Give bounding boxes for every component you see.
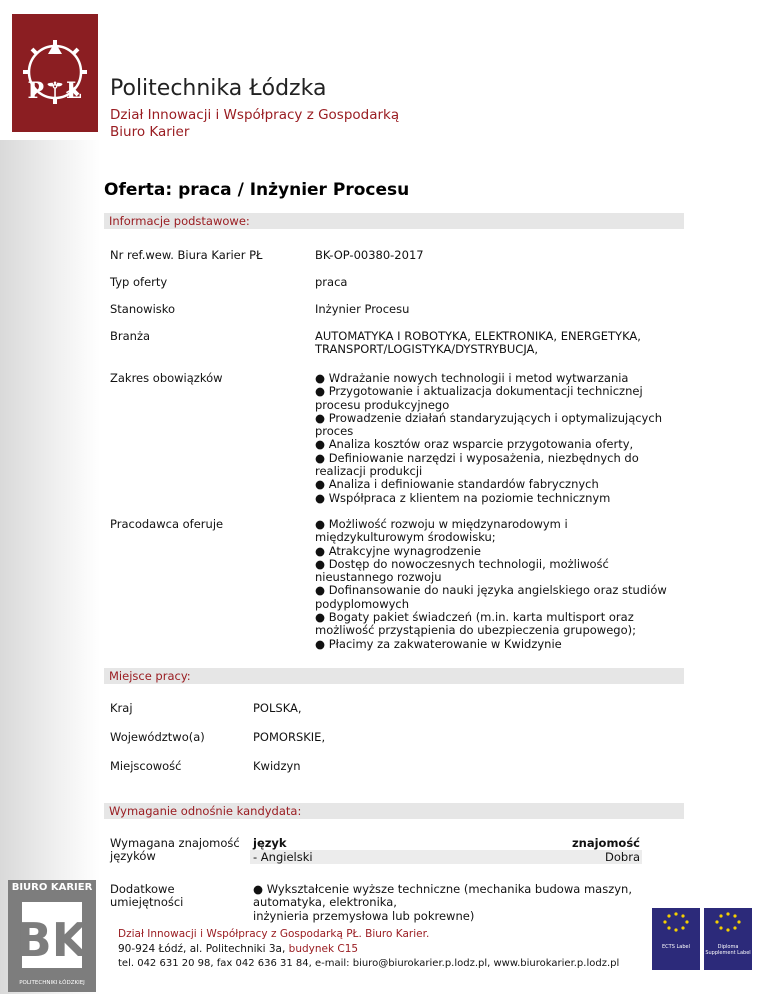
row-value-country: POLSKA, [253, 701, 302, 715]
footer-line-2: 90-924 Łódź, al. Politechniki 3a, budynek C15 [118, 943, 359, 955]
row-label-city: Miejscowość [110, 759, 182, 773]
row-label-ref: Nr ref.wew. Biura Karier PŁ [110, 248, 263, 262]
gear-emblem-icon [12, 14, 98, 132]
eu-stars-icon [704, 908, 752, 942]
section-basic-info: Informacje podstawowe: [104, 213, 684, 229]
lang-row-level: Dobra [605, 850, 640, 864]
row-value-voivodeship: POMORSKIE, [253, 730, 326, 744]
row-label-skills: Dodatkowe umiejętności [110, 882, 184, 910]
row-label-languages: Wymagana znajomość języków [110, 836, 240, 864]
bk-logo-bottom-text: POLITECHNIKI ŁÓDZKIEJ [19, 980, 85, 986]
row-label-duties: Zakres obowiązków [110, 371, 223, 385]
diploma-supplement-badge: Diploma Supplement Label [704, 908, 752, 970]
section-requirements: Wymaganie odnośnie kandydata: [104, 803, 684, 819]
footer-line-3: tel. 042 631 20 98, fax 042 636 31 84, e-mail: biuro@biurokarier.p.lodz.pl, www.biurokarier.p.lodz.pl [118, 958, 620, 969]
section-location: Miejsce pracy: [104, 668, 684, 684]
row-label-position: Stanowisko [110, 302, 176, 316]
university-logo [12, 14, 98, 132]
row-value-position: Inżynier Procesu [315, 302, 410, 316]
row-value-type: praca [315, 275, 348, 289]
row-label-industry: Branża [110, 329, 151, 343]
left-gradient-strip [0, 140, 100, 994]
office-name: Biuro Karier [110, 124, 190, 140]
offer-title: Oferta: praca / Inżynier Procesu [104, 180, 410, 200]
lang-col-header: język [253, 836, 287, 850]
footer-line-1: Dział Innowacji i Współpracy z Gospodarką PŁ. Biuro Karier. [118, 928, 430, 940]
row-value-duties: ● Wdrażanie nowych technologii i metod wytwarzania ● Przygotowanie i aktualizacja dokumentacji technicznej procesu produkcyjnego ● Prowadzenie działań standaryzujących i optymalizujących proces ● Analiza kosztów oraz wsparcie przygotowania oferty, ● Definiowanie narzędzi i wyposażenia, niezbędnych do realizacji produkcji ● Analiza i definiowanie standardów fabrycznych ● Współpraca z klientem na poziomie technicznym [315, 371, 662, 505]
bk-letters: BK [16, 913, 88, 967]
row-value-ref: BK-OP-00380-2017 [315, 248, 424, 262]
row-label-country: Kraj [110, 701, 133, 715]
row-label-offer: Pracodawca oferuje [110, 517, 224, 531]
row-value-offer: ● Możliwość rozwoju w międzynarodowym i międzykulturowym środowisku; ● Atrakcyjne wynagrodzenie ● Dostęp do nowoczesnych technologii, możliwość nieustannego rozwoju ● Dofinansowanie do nauki języka angielskiego oraz studiów podyplomowych ● Bogaty pakiet świadczeń (m.in. karta multisport oraz możliwość przystąpienia do ubezpieczenia grupowego); ● Płacimy za zakwaterowanie w Kwidzynie [315, 517, 667, 651]
university-name: Politechnika Łódzka [110, 76, 327, 101]
row-value-skills: ● Wykształcenie wyższe techniczne (mechanika budowa maszyn, automatyka, elektronika, inżynieria przemysłowa lub pokrewne) [253, 882, 632, 923]
bk-emblem-icon [8, 896, 96, 976]
ects-label-badge: ECTS Label [652, 908, 700, 970]
lang-row-language: - Angielski [253, 850, 313, 864]
logo-letters: P⚚Ł [27, 78, 83, 104]
eu-stars-icon [652, 908, 700, 942]
bk-logo-top-text: BIURO KARIER [11, 882, 93, 893]
level-col-header: znajomość [571, 836, 640, 850]
department-name: Dział Innowacji i Współpracy z Gospodarką [110, 107, 400, 123]
row-label-voivodeship: Województwo(a) [110, 730, 205, 744]
biuro-karier-logo [8, 880, 96, 992]
row-label-type: Typ oferty [110, 275, 168, 289]
row-value-industry: AUTOMATYKA I ROBOTYKA, ELEKTRONIKA, ENERGETYKA, TRANSPORT/LOGISTYKA/DYSTRYBUCJA, [315, 329, 641, 357]
row-value-city: Kwidzyn [253, 759, 301, 773]
